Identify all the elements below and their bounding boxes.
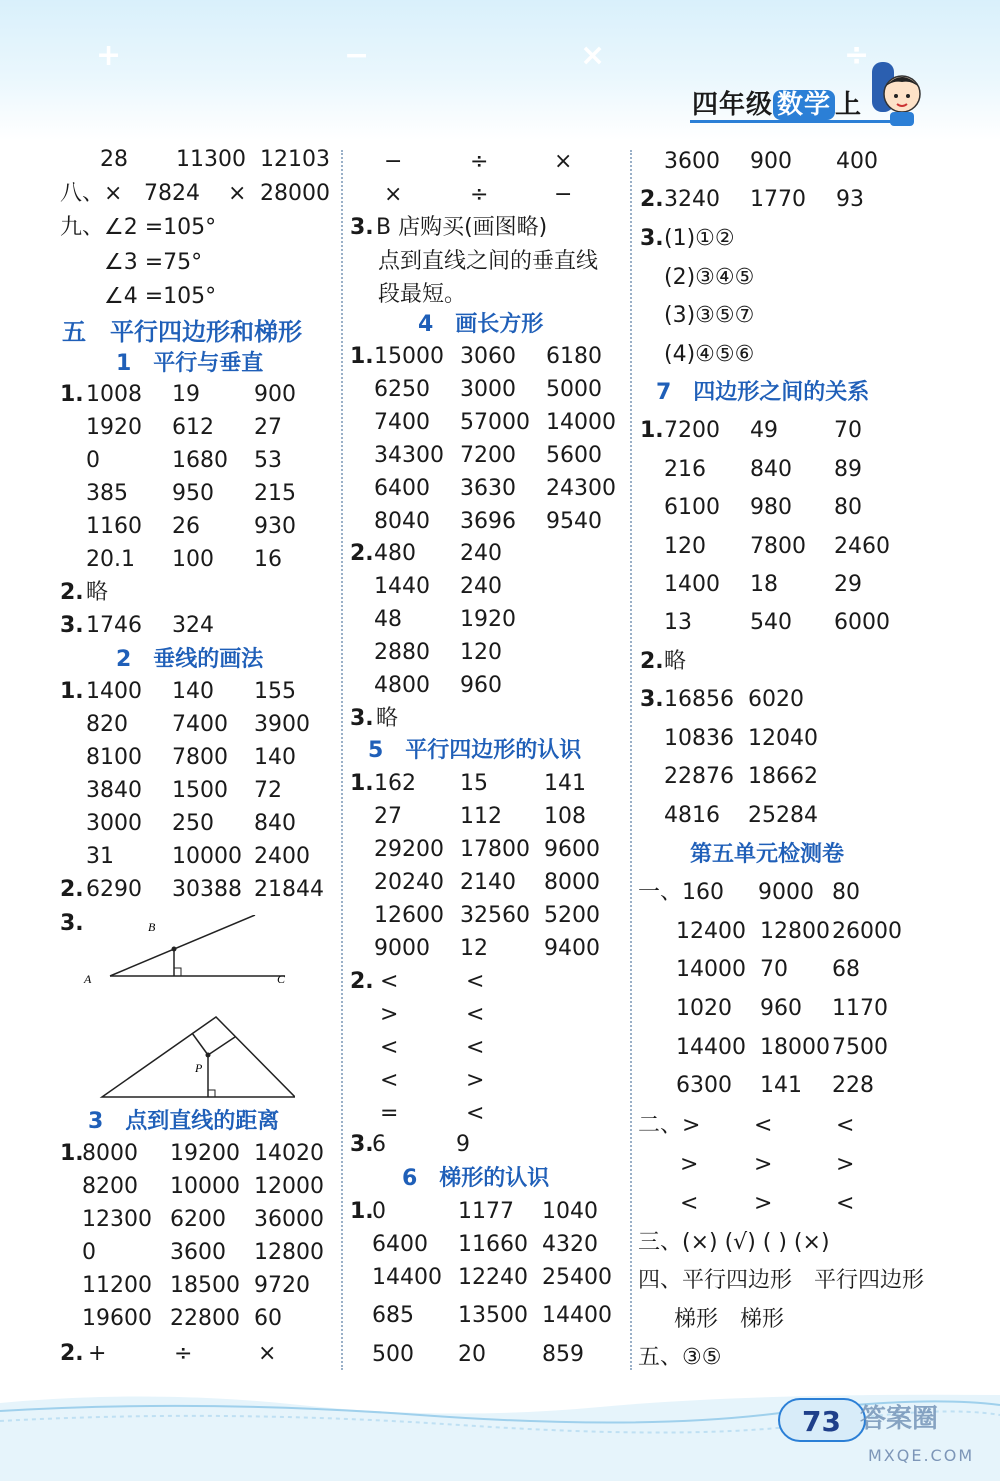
section-title: 1 平行与垂直: [116, 351, 264, 376]
label-a: A: [84, 972, 92, 986]
perpendicular-line: [208, 1037, 235, 1055]
watermark-url: MXQE.COM: [868, 1446, 975, 1465]
divide-sign-decoration: ÷: [844, 38, 870, 73]
right-angle-mark: [174, 968, 181, 976]
answer-text: 梯形 梯形: [674, 1307, 785, 1332]
unit-title: 五 平行四边形和梯形: [62, 318, 302, 346]
point-p: [206, 1053, 211, 1058]
column-divider: [630, 150, 632, 1370]
section-title: 4 画长方形: [418, 312, 544, 337]
subject-label: 数学: [773, 90, 835, 120]
label-b: B: [148, 920, 156, 934]
triangle: [102, 1017, 295, 1097]
answer-text: 三、(×) (√) ( ) (×): [638, 1230, 830, 1255]
section-title: 5 平行四边形的认识: [368, 738, 582, 763]
point-mark: [172, 947, 177, 952]
section-title: 7 四边形之间的关系: [656, 380, 870, 405]
right-angle-mark: [208, 1090, 215, 1097]
times-sign-decoration: ×: [580, 38, 606, 73]
perpendicular-line: [192, 1033, 208, 1055]
label-p: P: [195, 1061, 203, 1075]
watermark-logo: 答案圈: [860, 1404, 939, 1434]
book-title: [692, 84, 862, 121]
answer-text: 点到直线之间的垂直线: [378, 249, 599, 274]
section-title: 6 梯形的认识: [402, 1166, 550, 1191]
answer-text: 四、平行四边形 平行四边形: [638, 1268, 925, 1293]
test-title: 第五单元检测卷: [690, 842, 845, 867]
mascot-icon: [862, 58, 926, 128]
minus-sign-decoration: −: [344, 38, 370, 73]
section-title: 2 垂线的画法: [116, 647, 264, 672]
perpendicular-figure: [80, 915, 295, 1105]
grade-label: 四年级: [692, 90, 774, 120]
term-label: 上: [835, 90, 863, 120]
section-title: 3 点到直线的距离: [88, 1109, 280, 1134]
column-divider: [341, 150, 343, 1370]
plus-sign-decoration: +: [96, 38, 122, 73]
page-number: 73: [778, 1398, 866, 1442]
answer-text: 五、③⑤: [638, 1345, 722, 1370]
answer-text: 段最短。: [378, 282, 467, 307]
line-ab: [110, 915, 255, 976]
label-c: C: [277, 972, 286, 986]
